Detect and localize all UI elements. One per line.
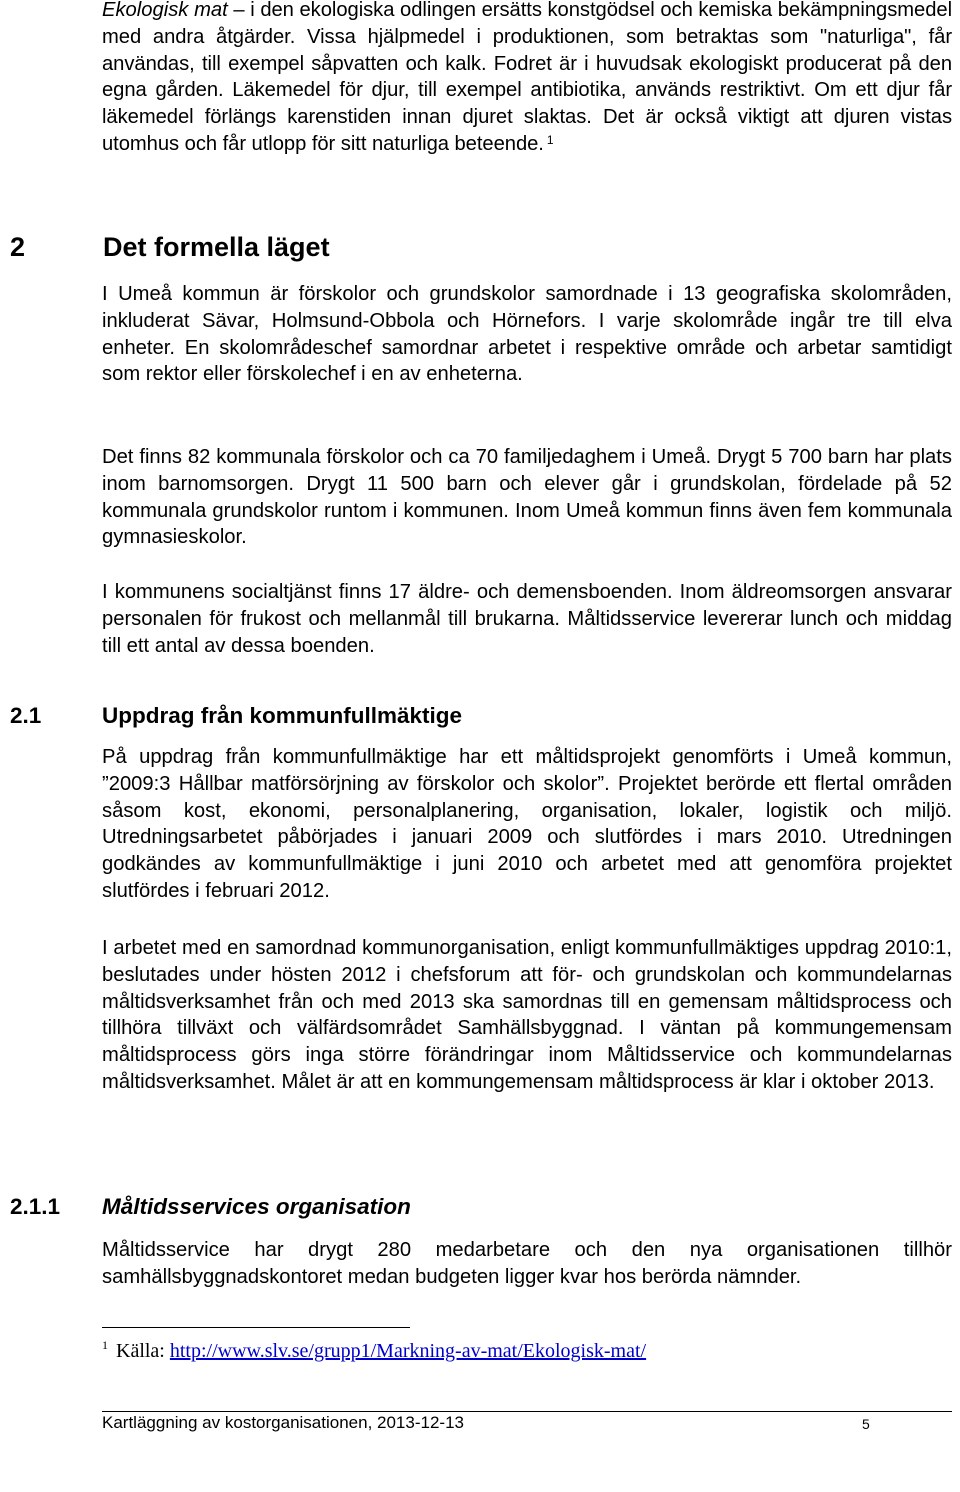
section-2-1-1-heading (10, 1194, 411, 1220)
footer-divider (102, 1411, 952, 1412)
paragraph: Måltidsservice har drygt 280 medarbetare och den nya organisationen tillhör samhällsbyggnadskontoret medan budgeten ligger kvar hos berörda nämnder. (102, 1239, 952, 1288)
footnote-separator (102, 1327, 410, 1328)
paragraph: I arbetet med en samordnad kommunorganisation, enligt kommunfullmäktiges uppdrag 2010:1, beslutades under hösten 2012 i chefsforum att för- och grundskolan och kommundelarnas måltidsverksamhet från och med 2013 ska samordnas till en gemensam måltidsprocess och tillhöra tillväxt och välfärdsområdet Samhällsbyggnad. I väntan på kommungemensam måltidsprocess görs inga större förändringar inom Måltidsservice och kommundelarnas måltidsverksamhet. Målet är att en kommungemensam måltidsprocess är klar i oktober 2013. (102, 937, 952, 1093)
footer-document-title: Kartläggning av kostorganisationen, 2013-12-13 (102, 1413, 464, 1432)
footnote-label: Källa: (116, 1340, 170, 1362)
paragraph: I kommunens socialtjänst finns 17 äldre- och demensboenden. Inom äldreomsorgen ansvarar personalen för frukost och mellanmål till brukarna. Måltidsservice levererar lunch och middag till ett antal av dessa boenden. (102, 581, 952, 657)
intro-italic-term: Ekologisk mat (102, 0, 228, 21)
footnote-reference[interactable]: 1 (546, 132, 554, 147)
footnote-number: 1 (102, 1338, 108, 1352)
section-2-heading (10, 232, 330, 263)
paragraph: På uppdrag från kommunfullmäktige har ett måltidsprojekt genomförts i Umeå kommun, ”2009:3 Hållbar matförsörjning av förskolor och skolor”. Projektet berörde ett flertal områden såsom kost, ekonomi, personalplanering, organisation, lokaler, logistik och miljö. Utredningsarbetet påbörjades i januari 2009 och slutfördes i mars 2010. Utredningen godkändes av kommunfullmäktige i juni 2010 och arbetet med att genomföra projektet slutfördes i februari 2012. (102, 746, 952, 902)
paragraph: Det finns 82 kommunala förskolor och ca 70 familjedaghem i Umeå. Drygt 5 700 barn har plats inom barnomsorgen. Drygt 11 500 barn och elever går i grundskolan, fördelade på 52 kommunala grundskolor runtom i kommunen. Inom Umeå kommun finns även fem kommunala gymnasieskolor. (102, 446, 952, 549)
paragraph: I Umeå kommun är förskolor och grundskolor samordnade i 13 geografiska skolområden, inkluderat Sävar, Holmsund-Obbola och Hörnefors. I varje skolområde ingår tre till elva enheter. En skolområdeschef samordnar arbetet i respektive område och arbetar samtidigt som rektor eller förskolechef i en av enheterna. (102, 283, 952, 386)
footnote-source-link[interactable]: http://www.slv.se/grupp1/Markning-av-mat/Ekologisk-mat/ (169, 1340, 647, 1362)
section-title: Uppdrag från kommunfullmäktige (102, 703, 463, 728)
section-title: Det formella läget (103, 232, 330, 262)
intro-text: – i den ekologiska odlingen ersätts konstgödsel och kemiska bekämpningsmedel med andra åtgärder. Vissa hjälpmedel i produktionen, som betraktas som "naturliga", får användas, till exempel såpvatten och kalk. Fodret är i huvudsak ekologiskt producerat på den egna gården. Läkemedel för djur, till exempel antibiotika, används restriktivt. Om ett djur får läkemedel förlängs karenstiden innan djuret slaktas. Det är också viktigt att djuren vistas utomhus och får utlopp för sitt naturliga beteende. (102, 0, 952, 155)
page-number: 5 (862, 1416, 870, 1432)
section-number: 2.1 (10, 703, 42, 728)
section-number: 2 (10, 232, 26, 262)
footnote (102, 1340, 646, 1363)
section-2-1-heading (10, 703, 462, 729)
section-number: 2.1.1 (10, 1194, 61, 1219)
intro-paragraph (102, 0, 952, 158)
section-title: Måltidsservices organisation (102, 1194, 411, 1219)
